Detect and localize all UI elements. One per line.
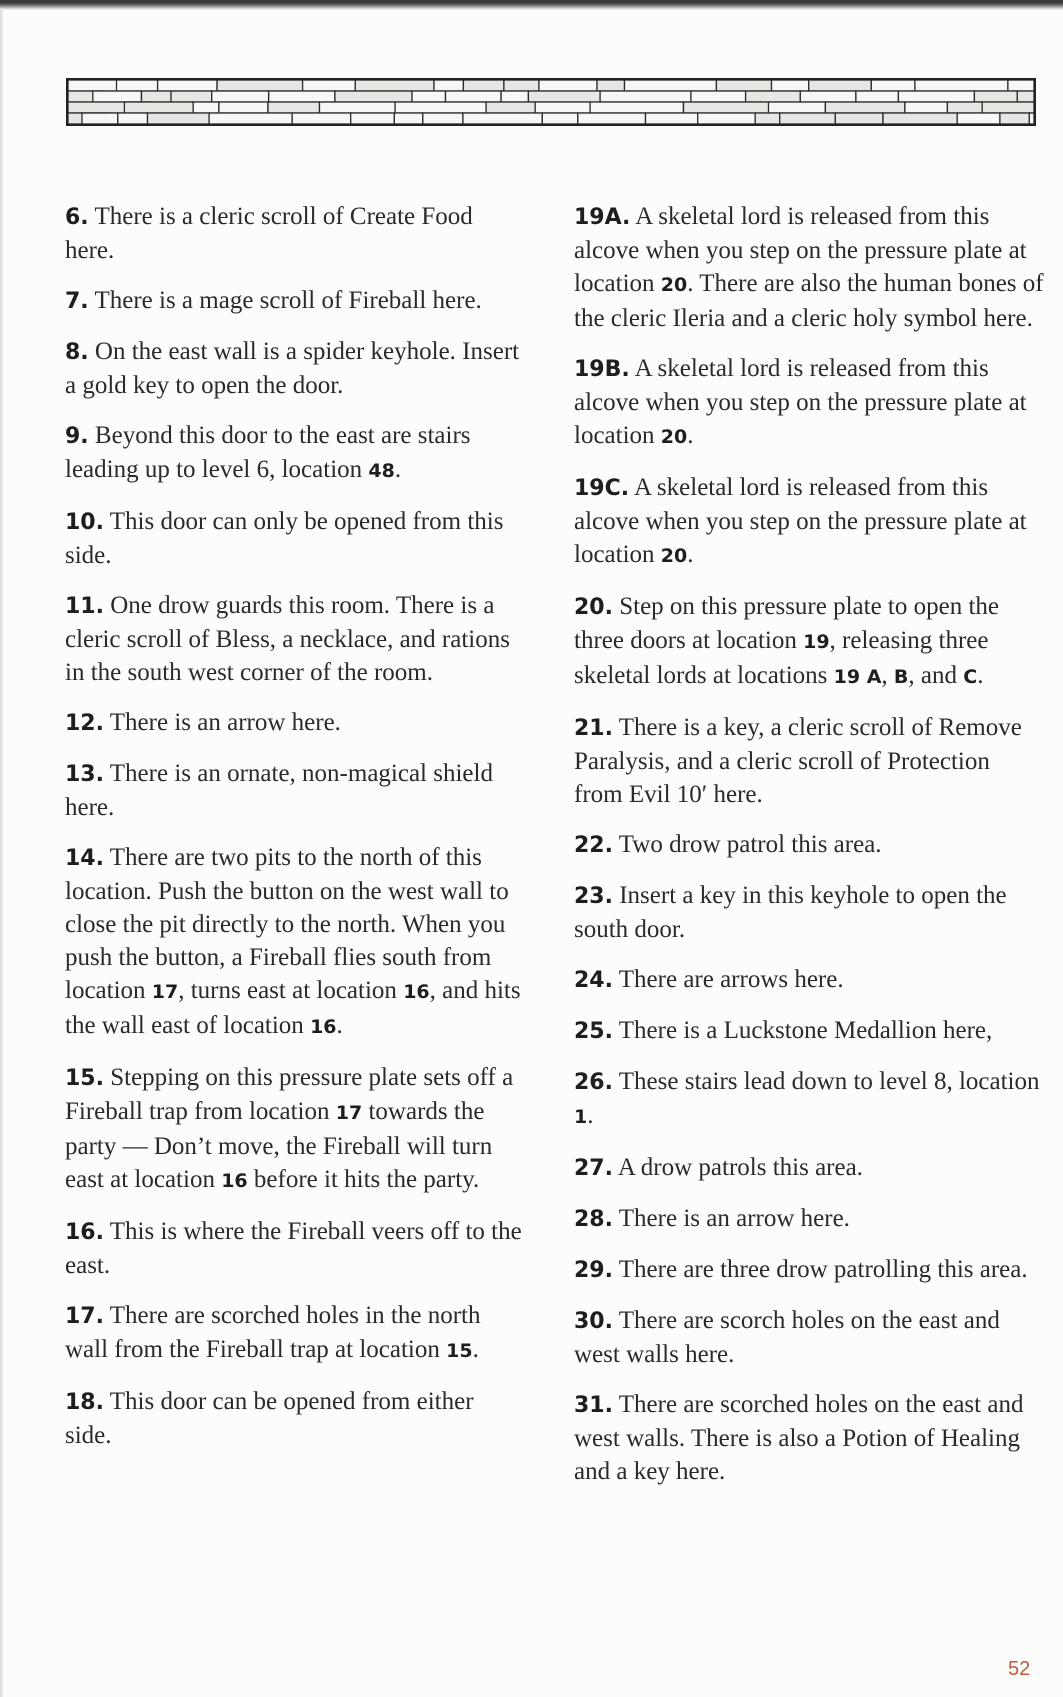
entry-number: 7.: [65, 289, 89, 314]
location-entry: [574, 1202, 1044, 1236]
location-entry: [574, 963, 1044, 997]
brick: [947, 102, 982, 113]
entry-number: 20.: [574, 595, 613, 620]
entry-number: 29.: [574, 1258, 613, 1283]
brick: [809, 80, 872, 91]
brick: [957, 113, 1000, 124]
location-reference: 16: [221, 1170, 248, 1192]
brick: [158, 80, 217, 91]
entry-text: There is a Luckstone Medallion here,: [612, 1017, 993, 1044]
location-entry: [574, 200, 1044, 335]
location-entry: [65, 335, 525, 402]
brick: [394, 113, 423, 124]
brick: [597, 80, 625, 91]
entry-text: .: [336, 1012, 343, 1039]
location-entry: [65, 1299, 525, 1368]
brick: [856, 91, 899, 102]
location-reference: C: [963, 666, 978, 688]
entry-number: 26.: [574, 1070, 613, 1095]
page-number: 52: [1008, 1658, 1031, 1680]
location-entry: [65, 757, 525, 824]
entry-text: . There are also the human bones of the cleric Ileria and a cleric holy symbol here.: [574, 270, 1044, 332]
brick: [800, 91, 856, 102]
brick: [835, 113, 883, 124]
brick: [292, 113, 351, 124]
brick: [351, 113, 395, 124]
entry-number: 6.: [65, 205, 89, 230]
entry-number: 19C.: [574, 476, 630, 501]
entry-text: .: [977, 662, 984, 689]
entry-number: 27.: [574, 1156, 613, 1181]
location-entry: [574, 879, 1044, 946]
brick: [463, 113, 542, 124]
brick: [395, 102, 486, 113]
brick: [423, 113, 463, 124]
brick: [542, 113, 578, 124]
location-entry: [65, 505, 525, 572]
brick: [871, 80, 915, 91]
brick: [780, 113, 836, 124]
entry-number: 30.: [574, 1309, 613, 1334]
location-reference: 1: [574, 1106, 588, 1128]
entry-text: There is a mage scroll of Fireball here.: [88, 287, 482, 314]
location-reference: 48: [368, 460, 395, 482]
entry-text: There is an ornate, non-magical shield here.: [65, 760, 493, 821]
brick: [117, 80, 158, 91]
entry-text: One drow guards this room. There is a cleric scroll of Bless, a necklace, and rations in the south west corner of the room.: [65, 592, 510, 686]
brick: [898, 91, 974, 102]
entry-number: 19A.: [574, 205, 631, 230]
entry-text: A skeletal lord is released from this alcove when you step on the pressure plate at location: [574, 474, 1027, 568]
stone-wall-banner: [66, 78, 1036, 126]
brick: [625, 80, 717, 91]
entry-text: Insert a key in this keyhole to open the south door.: [574, 882, 1007, 943]
brick: [1017, 91, 1034, 102]
entry-text: , and hits the wall east of location: [65, 977, 521, 1039]
location-entry: [574, 590, 1044, 694]
entry-text: ,: [881, 662, 894, 689]
brick: [1029, 113, 1034, 124]
entry-text: , releasing three skeletal lords at locations: [574, 627, 989, 689]
brick: [1008, 80, 1034, 91]
brick: [590, 102, 683, 113]
entry-text: .: [587, 1102, 594, 1129]
brick: [600, 91, 691, 102]
entry-text: towards the party — Don’t move, the Fireball will turn east at location: [65, 1098, 493, 1193]
location-reference: 20: [660, 545, 688, 567]
entry-text: .: [394, 456, 402, 483]
brick: [124, 102, 193, 113]
brick: [193, 102, 219, 113]
location-entry: [65, 284, 525, 318]
entry-number: 24.: [574, 968, 613, 993]
brick: [501, 91, 528, 102]
entry-number: 28.: [574, 1207, 613, 1232]
brick: [883, 113, 957, 124]
location-entry: [574, 1014, 1044, 1048]
location-entry: [574, 1065, 1044, 1134]
entry-text: This door can be opened from either side.: [65, 1388, 474, 1449]
entry-text: Beyond this door to the east are stairs leading up to level 6, location: [65, 422, 471, 483]
brick: [539, 80, 597, 91]
location-reference: 17: [335, 1102, 363, 1124]
entry-text: Stepping on this pressure plate sets off a Fireball trap from location: [65, 1064, 514, 1125]
entry-text: , and: [908, 662, 964, 689]
entry-number: 18.: [65, 1390, 104, 1415]
location-entry: [574, 711, 1044, 811]
right-column: [574, 200, 1044, 1505]
location-entry: [574, 1388, 1044, 1488]
location-entry: [574, 828, 1044, 862]
left-column: [65, 200, 525, 1469]
location-reference: 20: [660, 274, 688, 296]
location-entry: [65, 1061, 525, 1198]
brick: [905, 102, 948, 113]
brick: [982, 102, 1034, 113]
brick: [148, 113, 210, 124]
entry-text: On the east wall is a spider keyhole. Insert a gold key to open the door.: [65, 338, 520, 399]
location-reference: B: [893, 666, 909, 688]
entry-number: 31.: [574, 1393, 613, 1418]
brick: [528, 91, 600, 102]
entry-text: These stairs lead down to level 8, location: [612, 1068, 1040, 1095]
brick: [691, 91, 746, 102]
location-entry: [574, 1304, 1044, 1371]
entry-text: This door can only be opened from this side.: [65, 508, 504, 569]
entry-text: There are scorch holes on the east and west walls here.: [574, 1307, 1000, 1368]
location-entry: [65, 589, 525, 689]
brick: [915, 80, 1008, 91]
brick: [335, 91, 412, 102]
brick: [434, 80, 463, 91]
brick: [209, 113, 292, 124]
brick: [698, 113, 756, 124]
entry-text: There is a key, a cleric scroll of Remove Paralysis, and a cleric scroll of Protection from Evil 10′ here.: [574, 714, 1022, 808]
brick: [268, 102, 320, 113]
entry-text: before it hits the party.: [247, 1166, 480, 1193]
brick: [355, 80, 434, 91]
brick: [269, 91, 335, 102]
brick: [772, 80, 809, 91]
entry-text: A drow patrols this area.: [612, 1154, 863, 1181]
location-entry: [574, 471, 1044, 573]
entry-text: There is an arrow here.: [103, 709, 341, 736]
entry-number: 15.: [65, 1066, 104, 1091]
location-entry: [65, 1385, 525, 1452]
brick: [412, 91, 446, 102]
location-reference: 16: [403, 981, 430, 1003]
entry-text: There are scorched holes on the east and west walls. There is also a Potion of Healing and a key here.: [574, 1391, 1024, 1485]
brick: [684, 102, 769, 113]
entry-number: 16.: [65, 1220, 104, 1245]
entry-number: 9.: [65, 424, 89, 449]
page-edge-shadow: [0, 0, 4, 1697]
entry-number: 8.: [65, 340, 89, 365]
entry-text: , turns east at location: [178, 977, 404, 1004]
brick: [486, 102, 535, 113]
entry-text: Two drow patrol this area.: [612, 831, 882, 858]
entry-text: A skeletal lord is released from this alcove when you step on the pressure plate at location: [574, 203, 1027, 297]
entry-number: 19B.: [574, 357, 630, 382]
location-reference: 19 A: [833, 666, 882, 688]
entry-number: 23.: [574, 884, 613, 909]
entry-text: This is where the Fireball veers off to the east.: [65, 1218, 522, 1279]
location-reference: 15: [446, 1340, 473, 1362]
location-reference: 16: [310, 1016, 337, 1038]
brick: [755, 113, 780, 124]
brick: [93, 91, 142, 102]
brick: [974, 91, 1017, 102]
entry-text: There are two pits to the north of this location. Push the button on the west wall to close the pit directly to the north. When you push the button, a Fireball flies south from location: [65, 844, 509, 1004]
entry-text: .: [472, 1336, 479, 1363]
brick: [142, 91, 172, 102]
brick: [212, 91, 269, 102]
entry-number: 21.: [574, 716, 613, 741]
location-reference: 17: [151, 981, 179, 1003]
brick: [646, 113, 698, 124]
brick: [217, 80, 303, 91]
location-reference: 20: [660, 426, 688, 448]
brick: [769, 102, 826, 113]
entry-number: 10.: [65, 510, 104, 535]
entry-text: .: [687, 422, 694, 449]
top-rule: [0, 0, 1063, 10]
location-reference: 19: [803, 631, 830, 653]
location-entry: [574, 352, 1044, 454]
entry-text: Step on this pressure plate to open the three doors at location: [574, 593, 1000, 654]
entry-text: There are three drow patrolling this area.: [612, 1256, 1028, 1283]
location-entry: [574, 1151, 1044, 1185]
brick: [320, 102, 396, 113]
entry-number: 11.: [65, 594, 104, 619]
brick: [82, 113, 118, 124]
entry-number: 12.: [65, 711, 104, 736]
brick: [118, 113, 148, 124]
brick: [1000, 113, 1029, 124]
entry-number: 14.: [65, 846, 104, 871]
location-entry: [65, 419, 525, 488]
entry-text: There is an arrow here.: [612, 1205, 850, 1232]
entry-number: 17.: [65, 1304, 104, 1329]
brick: [446, 91, 502, 102]
location-entry: [65, 841, 525, 1044]
brick: [504, 80, 539, 91]
entry-text: A skeletal lord is released from this alcove when you step on the pressure plate at location: [574, 355, 1027, 449]
entry-number: 25.: [574, 1019, 613, 1044]
brick: [219, 102, 268, 113]
entry-text: There is a cleric scroll of Create Food here.: [65, 203, 473, 264]
brick: [171, 91, 212, 102]
entry-number: 22.: [574, 833, 613, 858]
brick: [303, 80, 356, 91]
entry-text: There are scorched holes in the north wall from the Fireball trap at location: [65, 1302, 481, 1363]
location-entry: [65, 200, 525, 267]
brick: [463, 80, 504, 91]
location-entry: [574, 1253, 1044, 1287]
location-entry: [65, 706, 525, 740]
entry-text: There are arrows here.: [612, 966, 844, 993]
brick: [716, 80, 771, 91]
location-entry: [65, 1215, 525, 1282]
brick: [825, 102, 905, 113]
entry-text: .: [687, 541, 694, 568]
brick: [535, 102, 590, 113]
brick: [746, 91, 801, 102]
brick: [578, 113, 646, 124]
entry-number: 13.: [65, 762, 104, 787]
brick-wall-pattern: [68, 80, 1034, 124]
